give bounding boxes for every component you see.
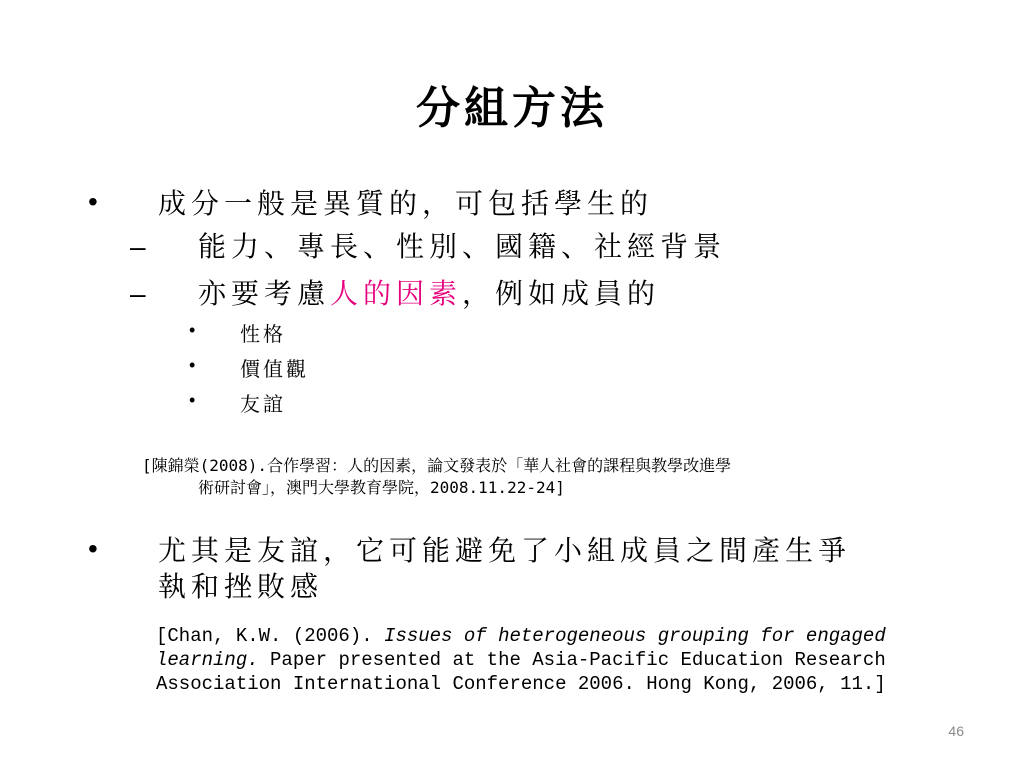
reference-citation-2 [156,624,956,696]
third-level-marker: • [189,320,196,340]
sub-bullet-marker: – [130,278,146,309]
third-level-marker: • [189,355,196,375]
sub-bullet2-text-after: ，例如成員的 [462,277,661,310]
sub-bullet2-text [198,276,660,312]
item-personality: 性格 [240,322,286,346]
reference2-part2: Paper presented at the Asia‑Pacific Education Research Association International Conference 2006. Hong Kong, 2006, 11.] [156,649,886,695]
bullet1-text: 成分一般是異質的，可包括學生的 [158,187,654,220]
item-values: 價值觀 [240,357,309,381]
slide-title: 分組方法 [416,83,608,134]
page-number: 46 [948,723,964,739]
bullet2-line2: 執和挫敗感 [158,570,324,603]
reference-citation-1 [142,455,982,499]
bullet2-line1: 尤其是友誼，它可能避免了小組成員之間產生爭 [158,534,852,567]
reference1-line1: [陳錦榮(2008).合作學習：人的因素，論文發表於「華人社會的課程與教學改進學 [142,456,732,475]
third-level-marker: • [189,390,196,410]
bullet-marker: • [88,186,98,217]
highlighted-phrase: 人的因素 [330,277,463,310]
sub-bullet2-text-before: 亦要考慮 [198,277,331,310]
sub-bullet1-text: 能力、專長、性別、國籍、社經背景 [198,230,727,263]
bullet-marker: • [88,533,98,564]
sub-bullet-marker: – [130,231,146,262]
reference2-title: Issues of heterogeneous grouping for engaged learning. [156,625,886,671]
reference2-part1: [Chan, K.W. (2006). [156,625,385,647]
item-friendship: 友誼 [240,392,286,416]
reference1-line2: 術研討會」，澳門大學教育學院，2008.11.22-24] [198,478,565,497]
